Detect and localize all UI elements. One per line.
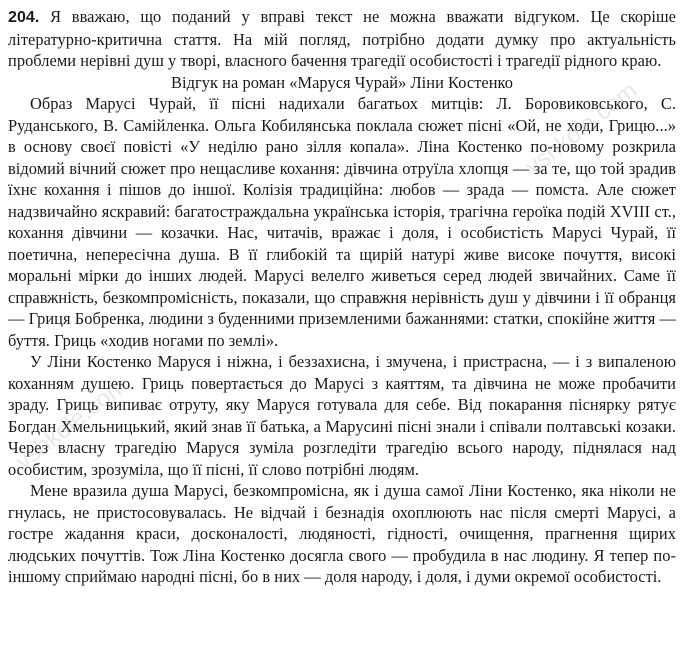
exercise-number: 204. bbox=[8, 9, 40, 26]
watermark-logo: vshkole.com bbox=[520, 76, 643, 181]
review-paragraph-2: У Ліни Костенко Маруся і ніжна, і беззахисна, і змучена, і пристрасна, — і з випаленою коханням душею. Гриць повертається до Марусі з каяттям, та дівчина не може пробачити зраду. Гриць випиває отруту, яку Маруся готувала для себе. Від покарання піснярку рятує Богдан Хмельницький, який знав її батька, а Марусині пісні знали і співали полтавські козаки. Через власну трагедію Маруся зуміла розгледіти трагедію всього народу, піднялася над особистим, зрозуміла, що її пісні, її слово потрібні людям. bbox=[8, 352, 676, 479]
exercise-page bbox=[8, 6, 676, 588]
review-paragraph-3: Мене вразила душа Марусі, безкомпромісна, як і душа самої Ліни Костенко, яка ніколи не гнулась, не пристосовувалась. Не відчай і безнадія охоплюють нас після смерті Марусі, а гостре жадання краси, досконалості, людяності, гідності, очищення, прагнення щирих людських почуттів. Тож Ліна Костенко досягла свого — пробудила в нас людину. Я тепер по-іншому сприймаю народні пісні, бо в них — доля народу, і доля, і думи окремої особистості. bbox=[8, 481, 676, 586]
watermark-logo: vshkole.com bbox=[10, 371, 133, 476]
exercise-intro bbox=[8, 6, 676, 72]
review-paragraph-1: Образ Марусі Чурай, її пісні надихали багатьох митців: Л. Боровиковського, С. Руданського, В. Самійленка. Ольга Кобилянська поклала сюжет пісні «Ой, не ходи, Грицю...» в основу своєї повісті «У неділю рано зілля копала». Ліна Костенко по-новому розкрила відомий вічний сюжет про нещасливе кохання: дівчина отруїла хлопця — за те, що той зрадив їхнє кохання і пішов до іншої. Колізія традиційна: любов — зрада — помста. Але сюжет надзвичайно яскравий: багатостраждальна українська історія, трагічна героїка подій XVIII ст., кохання дівчини — козачки. Нас, читачів, вражає і доля, і особистість Марусі Чурай, її поетична, непересічна душа. В її глибокій та щирій натурі живе високе почуття, високі моральні мірки до інших людей. Марусі велелго живеться серед людей звичайних. Саме її справжність, безкомпромісність, показали, що справжня нерівність душ у дівчини і її обранця — Гриця Бобренка, людини з буденними приземленими бажаннями: статки, спокійне життя — буття. Гриць «ходив ногами по землі». bbox=[8, 94, 676, 350]
review-title: Відгук на роман «Маруся Чурай» Ліни Костенко bbox=[171, 72, 513, 92]
intro-text: Я вважаю, що поданий у вправі текст не можна вважати відгуком. Це скоріше літературно-критична стаття. На мій погляд, потрібно додати думку про актуальність проблеми нерівні душ у творі, власного бачення трагедії особистості і трагедії рідного краю. bbox=[8, 7, 676, 70]
